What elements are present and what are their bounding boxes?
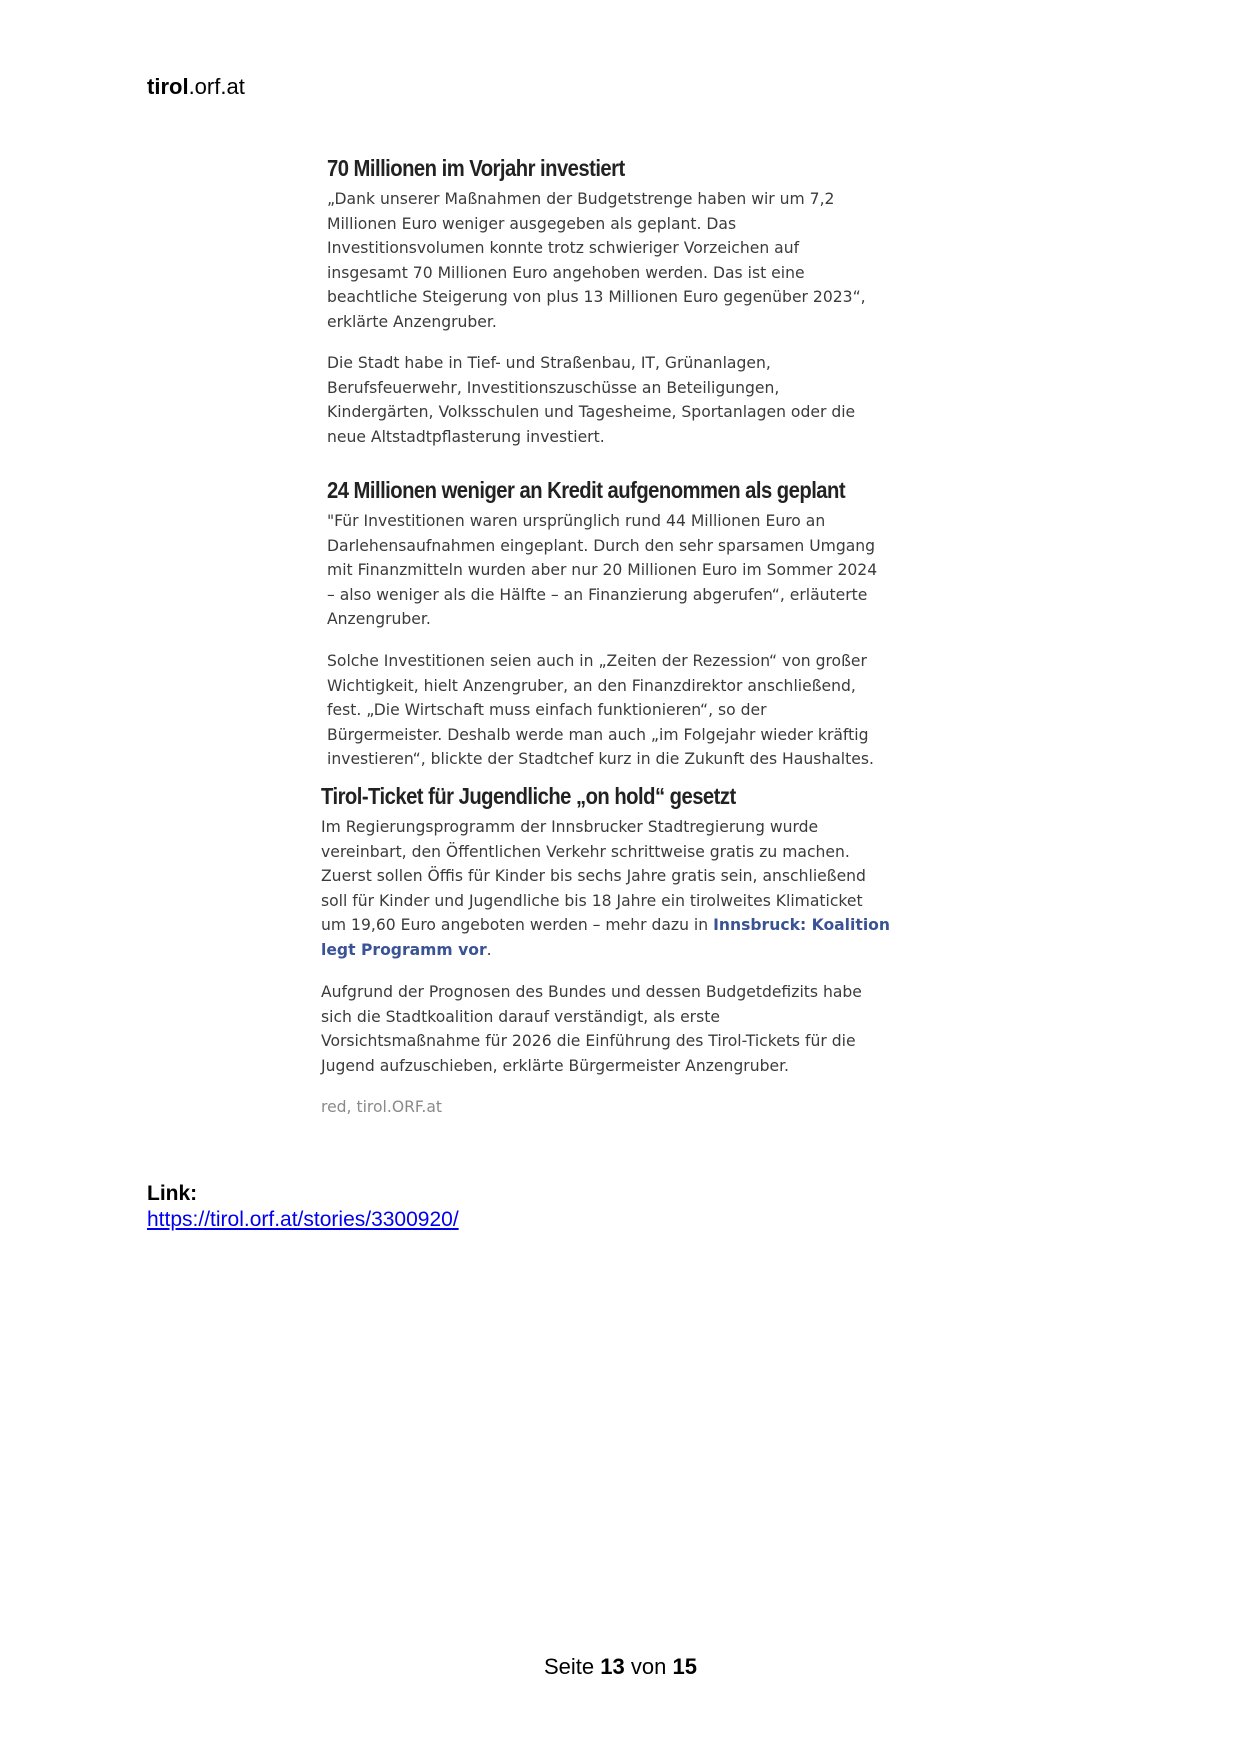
paragraph-line: „Dank unserer Maßnahmen der Budgetstrenge haben wir um 7,2 [327,190,835,208]
article-link[interactable]: Innsbruck: Koalition [713,916,890,934]
paragraph-line: mit Finanzmitteln wurden aber nur 20 Millionen Euro im Sommer 2024 [327,561,878,579]
paragraph [327,649,874,772]
paragraph [327,509,877,632]
source-credit: red, tirol.ORF.at [321,1098,443,1116]
section-heading: Tirol-Ticket für Jugendliche „on hold“ gesetzt [321,783,736,809]
paragraph-line: vereinbart, den Öffentlichen Verkehr schrittweise gratis zu machen. [321,842,850,861]
paragraph-line: Wichtigkeit, hielt Anzengruber, an den Finanzdirektor anschließend, [327,676,856,695]
paragraph-line: – also weniger als die Hälfte – an Finanzierung abgerufen“, erläuterte [327,585,868,604]
paragraph-line: Darlehensaufnahmen eingeplant. Durch den sehr sparsamen Umgang [327,536,876,555]
paragraph-line: insgesamt 70 Millionen Euro angehoben werden. Das ist eine [327,263,805,282]
source-url-link[interactable]: https://tirol.orf.at/stories/3300920/ [147,1208,459,1231]
site-name: tirol.orf.at [147,74,245,99]
paragraph-line: Solche Investitionen seien auch in „Zeiten der Rezession“ von großer [327,652,867,670]
paragraph-line: Vorsichtsmaßnahme für 2026 die Einführung des Tirol-Tickets für die [321,1032,856,1050]
paragraph [327,351,855,449]
paragraph-line: Zuerst sollen Öffis für Kinder bis sechs Jahre gratis sein, anschließend [321,867,866,885]
paragraph-line: Anzengruber. [327,610,431,628]
section-heading: 24 Millionen weniger an Kredit aufgenommen als geplant [327,477,846,503]
paragraph [321,815,890,962]
paragraph-line: fest. „Die Wirtschaft muss einfach funktionieren“, so der [327,701,767,719]
paragraph-line: "Für Investitionen waren ursprünglich rund 44 Millionen Euro an [327,512,826,530]
paragraph-line: Kindergärten, Volksschulen und Tagesheime, Sportanlagen oder die [327,403,856,421]
paragraph-line: Millionen Euro weniger ausgegeben als geplant. Das [327,214,737,233]
paragraph-line: legt Programm vor. [321,940,492,959]
paragraph [327,187,866,334]
paragraph-line: um 19,60 Euro angeboten werden – mehr dazu in Innsbruck: Koalition [321,916,890,934]
page-footer: Seite 13 von 15 [544,1654,697,1679]
paragraph-line: Bürgermeister. Deshalb werde man auch „im Folgejahr wieder kräftig [327,725,869,744]
paragraph-line: neue Altstadtpflasterung investiert. [327,427,605,446]
paragraph-line: Investitionsvolumen konnte trotz schwieriger Vorzeichen auf [327,239,800,257]
paragraph-line: Im Regierungsprogramm der Innsbrucker Stadtregierung wurde [321,818,819,836]
paragraph-line: Jugend aufzuschieben, erklärte Bürgermeister Anzengruber. [321,1056,790,1075]
article-link[interactable]: legt Programm vor [321,940,487,959]
paragraph-lines [321,815,890,913]
paragraph-line: Aufgrund der Prognosen des Bundes und dessen Budgetdefizits habe [321,983,862,1001]
paragraph-line: soll für Kinder und Jugendliche bis 18 Jahre ein tirolweites Klimaticket [321,891,863,910]
paragraph-line: Berufsfeuerwehr, Investitionszuschüsse an Beteiligungen, [327,378,780,397]
paragraph-line: investieren“, blickte der Stadtchef kurz in die Zukunft des Haushaltes. [327,750,874,768]
paragraph-line: Die Stadt habe in Tief- und Straßenbau, IT, Grünanlagen, [327,354,771,372]
paragraph [321,980,862,1078]
paragraph-line: beachtliche Steigerung von plus 13 Millionen Euro gegenüber 2023“, [327,288,866,306]
link-label: Link: [147,1182,198,1205]
paragraph-line: sich die Stadtkoalition darauf verständigt, als erste [321,1007,720,1026]
section-heading: 70 Millionen im Vorjahr investiert [327,155,625,181]
paragraph-line: erklärte Anzengruber. [327,312,497,331]
